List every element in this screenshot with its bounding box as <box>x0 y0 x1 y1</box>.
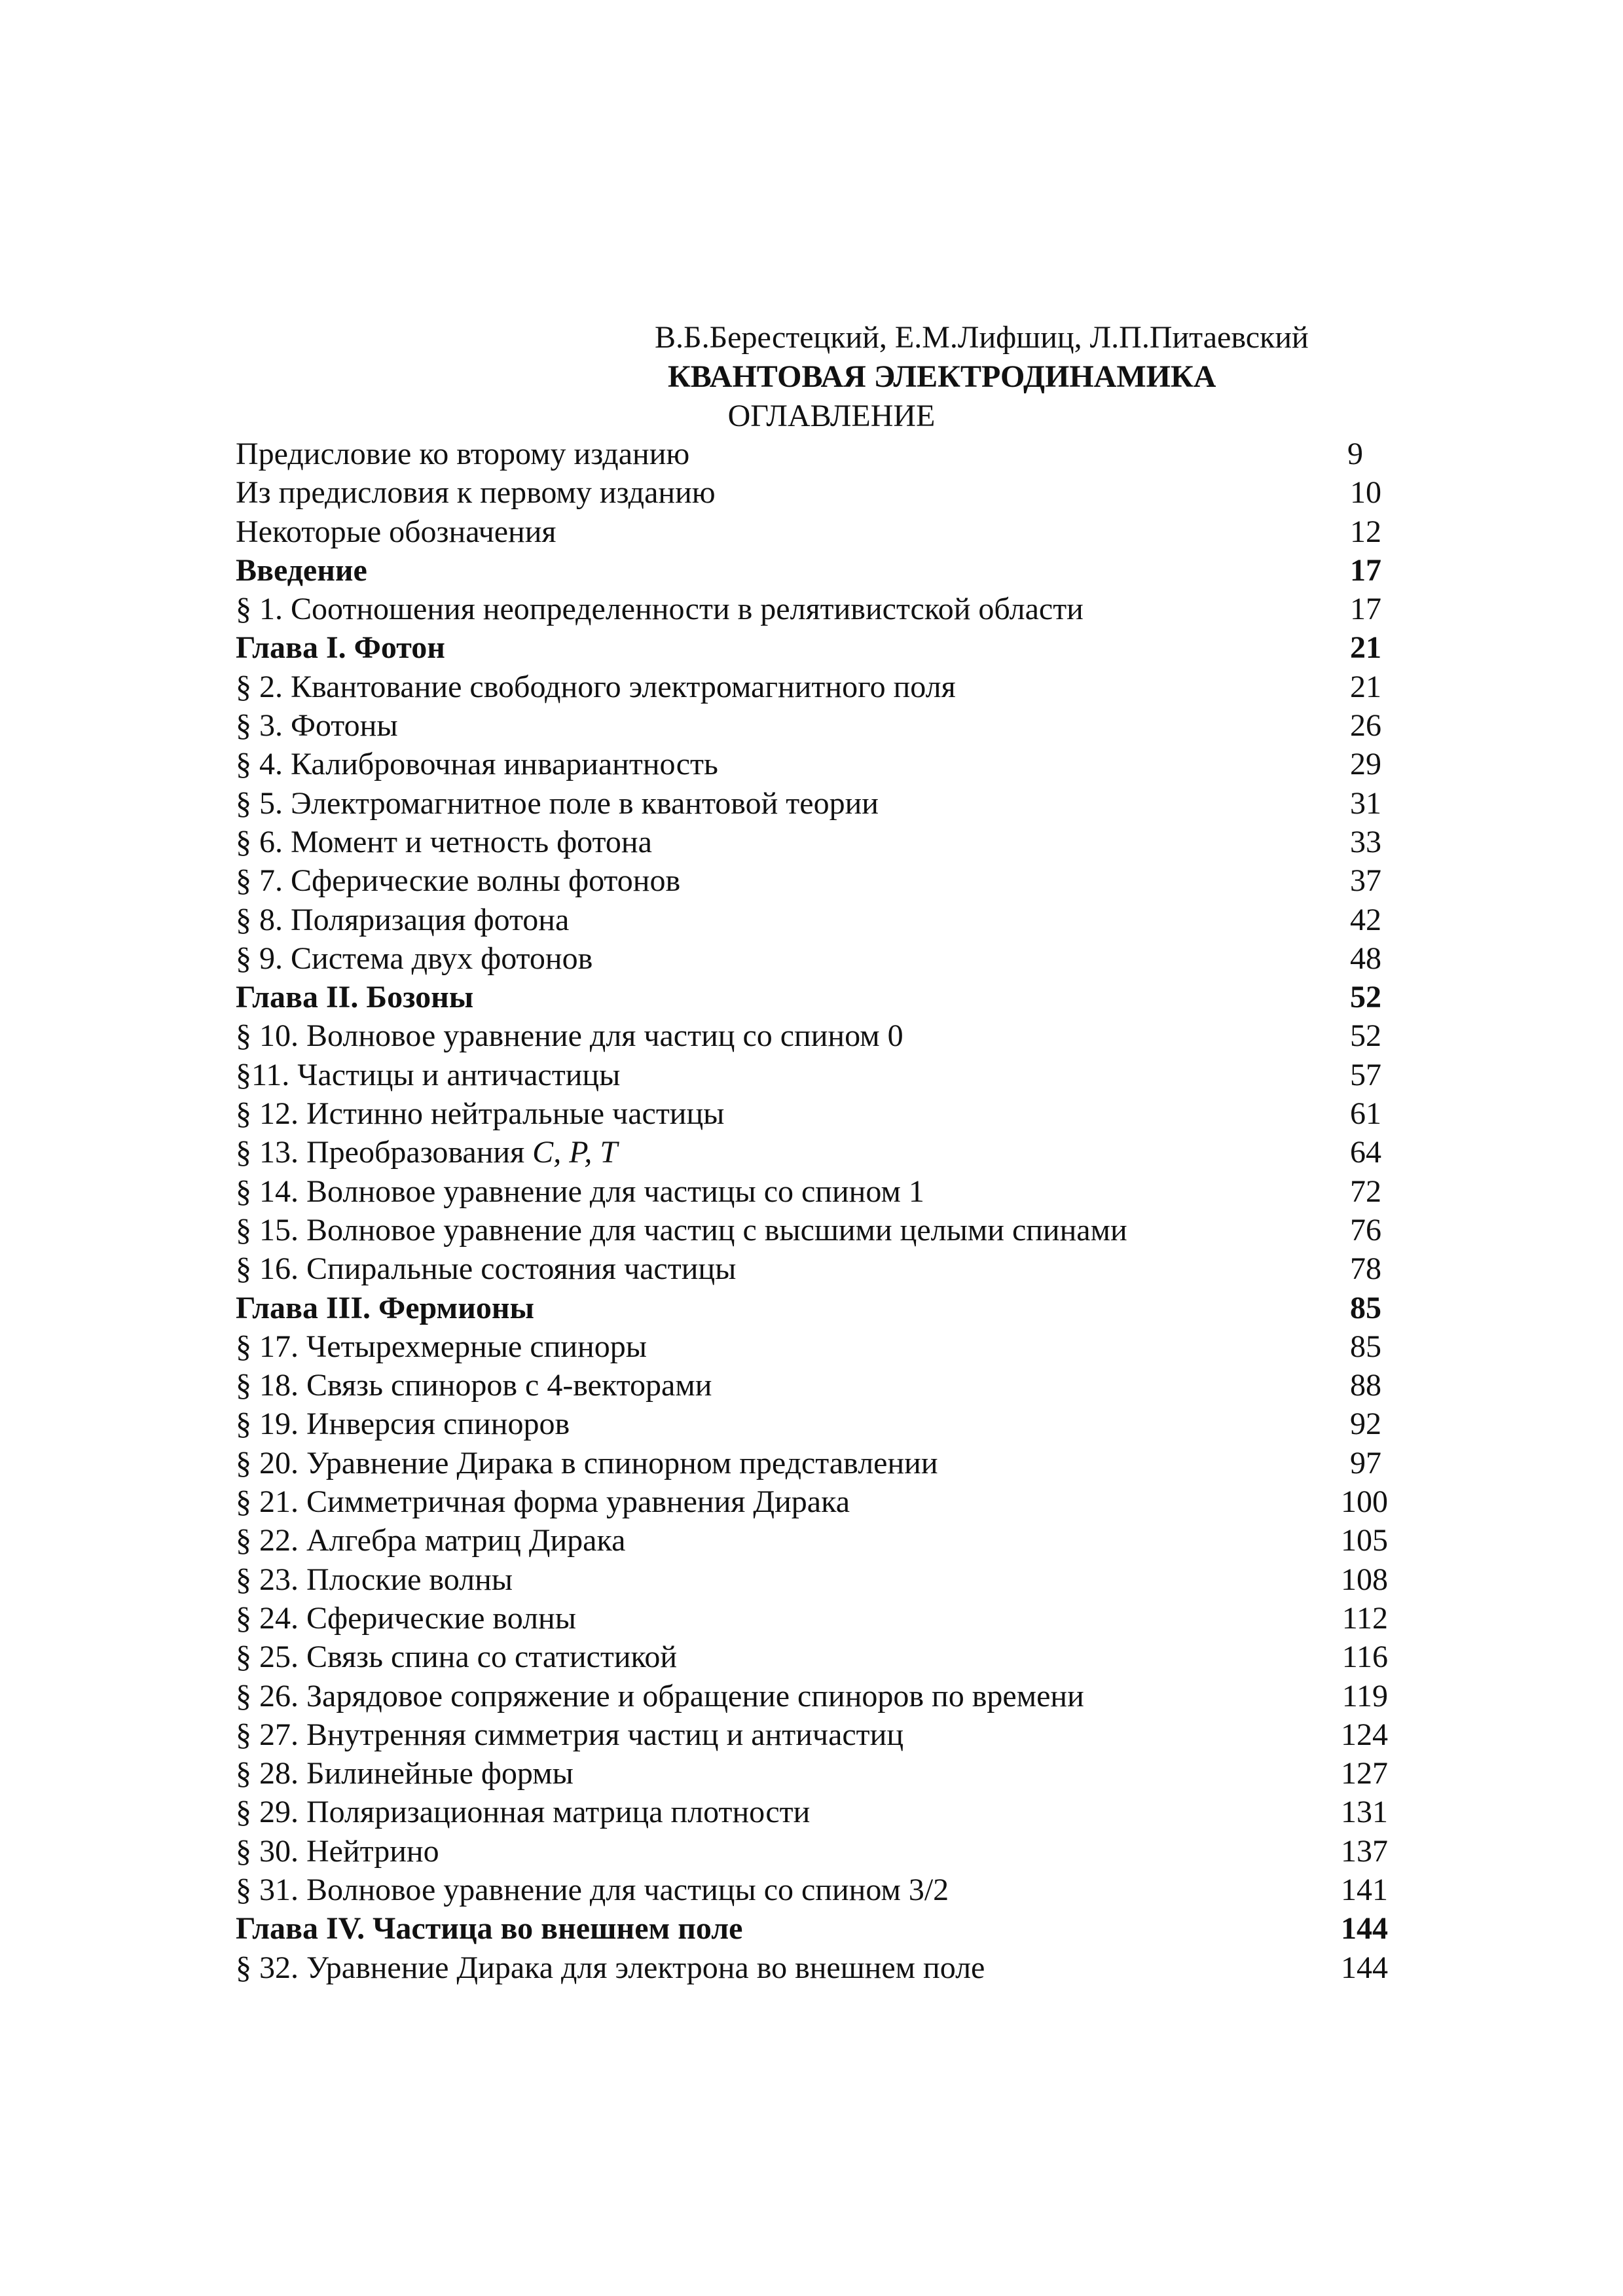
toc-entry <box>236 1172 1388 1211</box>
toc-entry-label: § 21. Симметричная форма уравнения Дирака <box>236 1484 850 1520</box>
toc-chapter-page: 17 <box>1350 552 1381 588</box>
toc-entry-page: 141 <box>1341 1872 1388 1907</box>
toc-entry-label: § 20. Уравнение Дирака в спинорном представлении <box>236 1445 938 1480</box>
toc-chapter-introduction <box>236 551 1388 590</box>
toc-entry-page: 10 <box>1350 475 1381 511</box>
toc-chapter-page: 21 <box>1350 630 1381 666</box>
toc-entry-page: 131 <box>1341 1795 1388 1830</box>
toc-entry <box>236 1871 1388 1909</box>
toc-entry-page: 72 <box>1350 1174 1381 1209</box>
toc-entry-page: 29 <box>1350 747 1381 782</box>
toc-entry-label: § 23. Плоские волны <box>236 1562 513 1597</box>
toc-entry-page: 144 <box>1341 1950 1388 1985</box>
toc-entry-label: § 5. Электромагнитное поле в квантовой теории <box>236 785 879 821</box>
toc-entry <box>236 745 1388 783</box>
toc-entry <box>236 1599 1388 1638</box>
toc-entry <box>236 901 1388 939</box>
toc-entry <box>236 1560 1388 1599</box>
toc-heading: ОГЛАВЛЕНИЕ <box>727 399 936 433</box>
toc-entry-page: 17 <box>1350 592 1381 627</box>
toc-entry-page: 37 <box>1350 863 1381 899</box>
toc-entry <box>236 1793 1388 1831</box>
toc-entry-preface-first <box>236 473 1388 512</box>
toc-entry <box>236 1094 1388 1133</box>
toc-chapter-4 <box>236 1909 1388 1948</box>
toc-entry <box>236 1948 1388 1987</box>
toc-entry-page: 88 <box>1350 1368 1381 1403</box>
toc-entry-label: § 6. Момент и четность фотона <box>236 824 652 859</box>
toc-entry-page: 137 <box>1341 1833 1388 1869</box>
toc-entry <box>236 1133 1388 1172</box>
toc-entry-label: Предисловие ко второму изданию <box>236 437 690 471</box>
toc-entry-page: 105 <box>1341 1523 1388 1558</box>
toc-chapter-label: Глава IV. Частица во внешнем поле <box>236 1911 743 1946</box>
toc-entry-label: § 17. Четырехмерные спиноры <box>236 1329 647 1364</box>
toc-entry-label: § 30. Нейтрино <box>236 1833 439 1869</box>
toc-chapter-label: Глава II. Бозоны <box>236 980 474 1015</box>
toc-entry-label: § 18. Связь спиноров с 4-векторами <box>236 1368 712 1403</box>
toc-entry-notation <box>236 512 1388 551</box>
toc-entry-page: 76 <box>1350 1212 1381 1247</box>
toc-entry-label: § 19. Инверсия спиноров <box>236 1407 570 1442</box>
toc-chapter-page: 144 <box>1341 1911 1388 1946</box>
toc-entry <box>236 1677 1388 1715</box>
toc-chapter-3 <box>236 1289 1388 1327</box>
toc-entry <box>236 1754 1388 1793</box>
toc-entry <box>236 1444 1388 1482</box>
toc-chapter-label: Глава I. Фотон <box>236 630 445 666</box>
toc-entry-label: § 12. Истинно нейтральные частицы <box>236 1096 725 1132</box>
toc-entry-label: § 9. Система двух фотонов <box>236 941 593 976</box>
toc-entry <box>236 1249 1388 1288</box>
toc-entry-page: 108 <box>1341 1562 1388 1597</box>
toc-entry-label: § 16. Спиральные состояния частицы <box>236 1251 737 1287</box>
toc-entry-label: § 22. Алгебра матриц Дирака <box>236 1523 626 1558</box>
toc-entry <box>236 939 1388 978</box>
toc-entry-page: 112 <box>1341 1600 1388 1636</box>
toc-entry-label: § 2. Квантование свободного электромагнитного поля <box>236 669 956 704</box>
toc-entry-label: §11. Частицы и античастицы <box>236 1057 621 1092</box>
toc-entry-page: 85 <box>1350 1329 1381 1364</box>
toc-entry-label: Некоторые обозначения <box>236 514 556 549</box>
toc-entry-label: § 1. Соотношения неопределенности в релятивистской области <box>236 592 1084 627</box>
toc-entry <box>236 1521 1388 1560</box>
toc-entry-page: 52 <box>1350 1018 1381 1054</box>
toc-entry-page: 100 <box>1341 1484 1388 1520</box>
toc-entry-page: 92 <box>1350 1407 1381 1442</box>
authors-line: В.Б.Берестецкий, Е.М.Лифшиц, Л.П.Питаевский <box>655 320 1309 355</box>
toc-entry <box>236 1832 1388 1871</box>
toc-entry-label: § 3. Фотоны <box>236 708 398 744</box>
toc-entry-label: § 15. Волновое уравнение для частиц с высшими целыми спинами <box>236 1212 1127 1247</box>
toc-entry <box>236 706 1388 745</box>
toc-entry-page: 9 <box>1347 437 1363 471</box>
toc-entry-label: § 10. Волновое уравнение для частиц со спином 0 <box>236 1018 903 1054</box>
toc-entry-label: § 8. Поляризация фотона <box>236 902 570 937</box>
toc-entry <box>236 1366 1388 1405</box>
toc-entry-preface-second <box>236 435 1388 473</box>
toc-entry <box>236 1715 1388 1754</box>
toc-entry <box>236 1211 1388 1249</box>
toc-entry <box>236 784 1388 823</box>
toc-chapter-page: 85 <box>1350 1290 1381 1325</box>
toc-entry-label: Из предисловия к первому изданию <box>236 475 716 511</box>
toc-chapter-2 <box>236 978 1388 1016</box>
table-of-contents <box>236 435 1388 1987</box>
toc-entry <box>236 1327 1388 1366</box>
toc-entry-label: § 29. Поляризационная матрица плотности <box>236 1795 811 1830</box>
toc-entry-page: 48 <box>1350 941 1381 976</box>
toc-entry-page: 12 <box>1350 514 1381 549</box>
toc-entry-page: 119 <box>1341 1678 1388 1713</box>
toc-entry-page: 116 <box>1341 1640 1388 1675</box>
toc-entry-page: 42 <box>1350 902 1381 937</box>
toc-entry-page: 61 <box>1350 1096 1381 1132</box>
toc-entry-label: § 27. Внутренняя симметрия частиц и античастиц <box>236 1717 904 1752</box>
toc-entry <box>236 1638 1388 1676</box>
toc-chapter-1 <box>236 628 1388 667</box>
toc-entry-page: 124 <box>1341 1717 1388 1752</box>
toc-entry-label: § 4. Калибровочная инвариантность <box>236 747 718 782</box>
toc-entry <box>236 1016 1388 1055</box>
toc-entry-page: 26 <box>1350 708 1381 744</box>
toc-entry-page: 127 <box>1341 1756 1388 1791</box>
toc-entry-label: § 32. Уравнение Дирака для электрона во внешнем поле <box>236 1950 985 1985</box>
book-title: КВАНТОВАЯ ЭЛЕКТРОДИНАМИКА <box>668 359 1216 394</box>
toc-entry-label: § 14. Волновое уравнение для частицы со спином 1 <box>236 1174 924 1209</box>
toc-entry-label: § 7. Сферические волны фотонов <box>236 863 681 899</box>
toc-entry <box>236 1482 1388 1521</box>
toc-entry <box>236 590 1388 628</box>
toc-chapter-label: Глава III. Фермионы <box>236 1290 534 1325</box>
toc-entry-label: § 26. Зарядовое сопряжение и обращение спиноров по времени <box>236 1678 1084 1713</box>
toc-entry-page: 78 <box>1350 1251 1381 1287</box>
toc-entry-page: 97 <box>1350 1445 1381 1480</box>
toc-entry-label: § 25. Связь спина со статистикой <box>236 1640 678 1675</box>
toc-chapter-label: Введение <box>236 552 367 588</box>
toc-entry <box>236 1405 1388 1443</box>
toc-entry-label: § 31. Волновое уравнение для частицы со спином 3/2 <box>236 1872 949 1907</box>
toc-entry-page: 57 <box>1350 1057 1381 1092</box>
toc-entry-label: § 24. Сферические волны <box>236 1600 576 1636</box>
toc-entry-page: 33 <box>1350 824 1381 859</box>
toc-chapter-page: 52 <box>1350 980 1381 1015</box>
toc-entry-page: 31 <box>1350 785 1381 821</box>
toc-entry <box>236 1056 1388 1094</box>
toc-entry-label-italic: C, P, T <box>532 1135 618 1170</box>
toc-entry <box>236 823 1388 861</box>
toc-entry-label: § 28. Билинейные формы <box>236 1756 574 1791</box>
toc-entry-page: 21 <box>1350 669 1381 704</box>
toc-entry <box>236 668 1388 706</box>
toc-entry-label <box>236 1133 617 1172</box>
toc-entry-label-text: § 13. Преобразования <box>236 1135 533 1170</box>
toc-entry <box>236 861 1388 900</box>
toc-entry-page: 64 <box>1350 1135 1381 1170</box>
